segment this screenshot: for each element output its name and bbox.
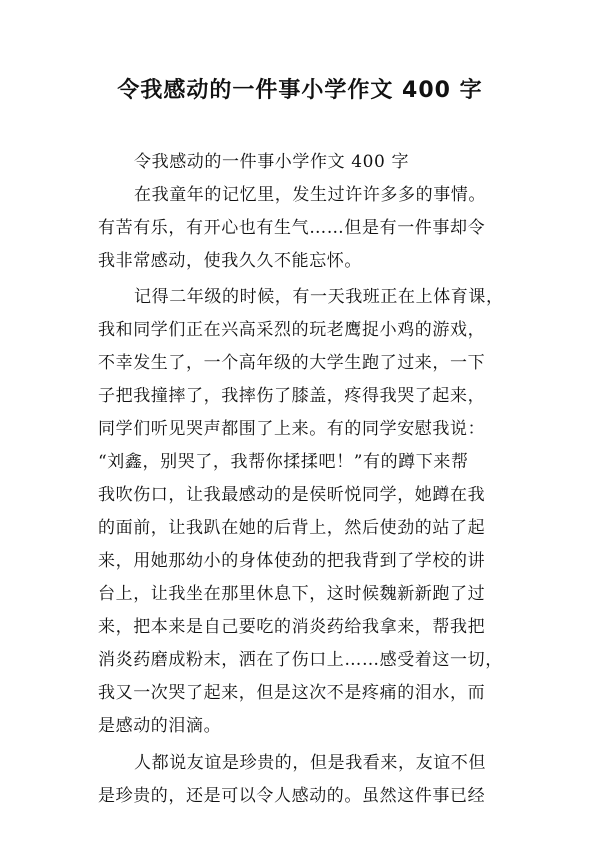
text-line: 来，把本来是自己要吃的消炎药给我拿来，帮我把	[98, 617, 486, 637]
text-line: 是感动的泪滴。	[98, 716, 222, 736]
text-line: 有苦有乐，有开心也有生气……但是有一件事却令	[98, 218, 486, 238]
text-line: 我和同学们正在兴高采烈的玩老鹰捉小鸡的游戏，	[98, 320, 486, 340]
text-line: 记得二年级的时候，有一天我班正在上体育课，	[134, 287, 504, 307]
text-line: 的面前，让我趴在她的后背上，然后使劲的站了起	[98, 518, 486, 538]
text-line: 我吹伤口，让我最感动的是侯昕悦同学，她蹲在我	[98, 485, 486, 505]
text-line: 令我感动的一件事小学作文 400 字	[134, 152, 410, 172]
text-line: 我非常感动，使我久久不能忘怀。	[98, 251, 362, 271]
text-line: “刘鑫，别哭了，我帮你揉揉吧！”有的蹲下来帮	[98, 452, 469, 472]
document-title: 令我感动的一件事小学作文 400 字	[117, 78, 483, 103]
text-line: 同学们听见哭声都围了上来。有的同学安慰我说：	[98, 419, 486, 439]
text-line: 来，用她那幼小的身体使劲的把我背到了学校的讲	[98, 551, 486, 571]
text-line: 台上，让我坐在那里休息下，这时候魏新新跑了过	[98, 584, 486, 604]
text-line: 子把我撞摔了，我摔伤了膝盖，疼得我哭了起来，	[98, 386, 486, 406]
text-line: 是珍贵的，还是可以令人感动的。虽然这件事已经	[98, 786, 486, 806]
text-line: 我又一次哭了起来，但是这次不是疼痛的泪水，而	[98, 683, 486, 703]
text-line: 消炎药磨成粉末，洒在了伤口上……感受着这一切，	[98, 650, 503, 670]
text-line: 人都说友谊是珍贵的，但是我看来，友谊不但	[134, 753, 486, 773]
text-line: 不幸发生了，一个高年级的大学生跑了过来，一下	[98, 353, 486, 373]
text-line: 在我童年的记忆里，发生过许许多多的事情。	[134, 185, 486, 205]
